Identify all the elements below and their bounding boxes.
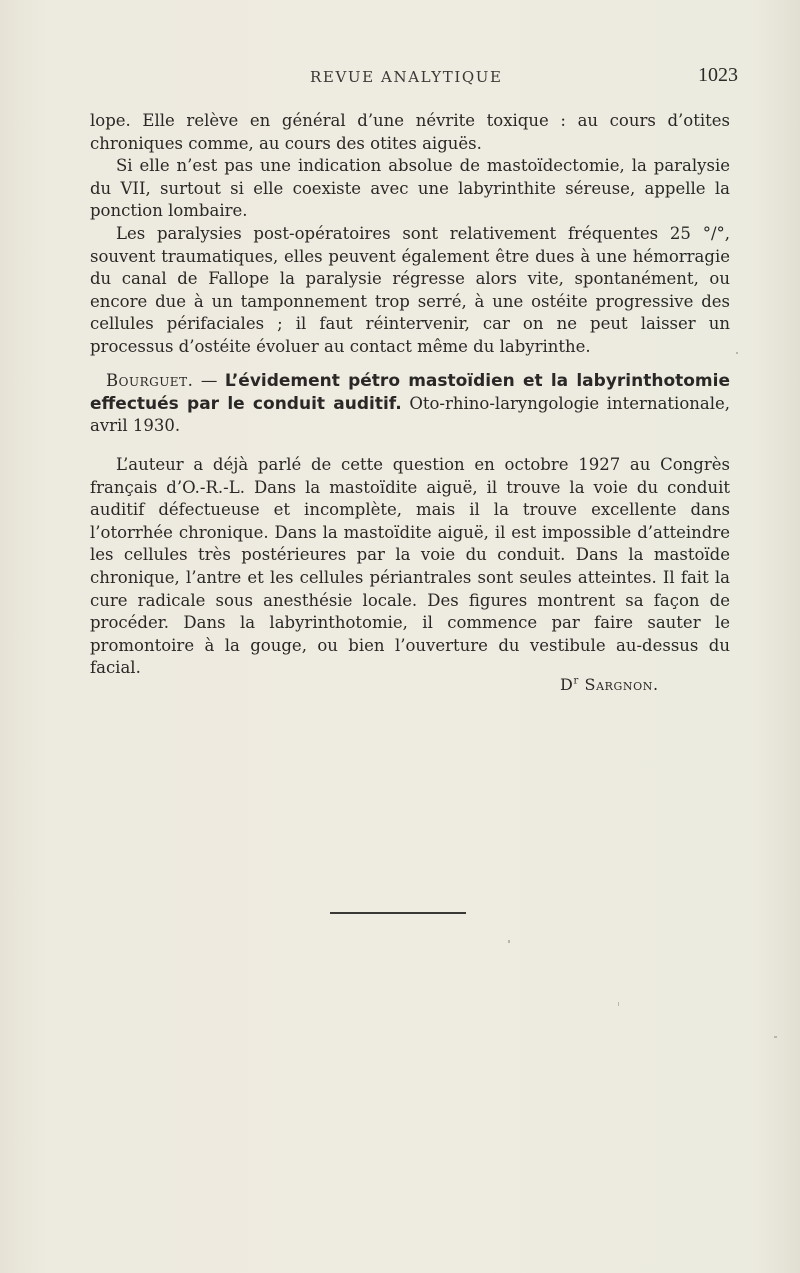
paragraph-2: Si elle n’est pas une indication absolue de mastoïdectomie, la paralysie du VII, surtout si elle coexiste avec une labyrinthite séreuse, appelle la ponction lombaire. [90, 156, 730, 221]
paper-speck [508, 940, 510, 943]
signature-superscript: r [573, 675, 579, 687]
running-title: REVUE ANALYTIQUE [310, 68, 503, 86]
signature [560, 675, 659, 694]
review-citation [90, 370, 730, 438]
paper-speck [618, 1002, 619, 1006]
page-number: 1023 [698, 64, 738, 86]
review-dash: — [193, 371, 225, 390]
paragraph-3: Les paralysies post-opératoires sont relativement fréquentes 25 °/°, souvent traumatiques, elles peuvent également être dues à une hémorragie du canal de Fallope la paralysie régresse alors vite, spontanément, ou encore due à un tamponnement trop serré, à une ostéite progressive des cellules périfaciales ; il faut réintervenir, car on ne peut laisser un processus d’ostéite évoluer au contact même du labyrinthe. [90, 223, 730, 356]
paper-speck [736, 352, 738, 354]
paper-speck [774, 1036, 777, 1038]
review-author: Bourguet. [106, 371, 194, 390]
review-source: Oto-rhino-laryngologie internationale, avril 1930. [90, 393, 730, 436]
signature-prefix: D [560, 675, 574, 694]
running-head [90, 64, 738, 92]
section-rule [330, 912, 466, 914]
review-paragraph: L’auteur a déjà parlé de cette question en octobre 1927 au Congrès français d’O.-R.-L. Dans la mastoïdite aiguë, il trouve la voie du conduit auditif défectueuse et incomplète, mais il la trouve excellente dans l’otorrhée chronique. Dans la mastoïdite aiguë, il est impossible d’atteindre les cellules très postérieures par la voie du conduit. Dans la mastoïde chronique, l’antre et les cellules périantrales sont seules atteintes. Il fait la cure radicale sous anesthésie locale. Des figures montrent sa façon de procéder. Dans la labyrinthotomie, il commence par faire sauter le promontoire à la gouge, ou bien l’ouverture du vestibule au-dessus du facial. [90, 455, 730, 678]
text-block-continuation [90, 110, 730, 359]
review-heading [90, 370, 730, 438]
paragraph-1: lope. Elle relève en général d’une névrite toxique : au cours d’otites chroniques comme, au cours des otites aiguës. [90, 111, 730, 153]
signature-name: Sargnon. [584, 675, 659, 694]
text-block-review [90, 454, 730, 680]
review-title: L’évidement pétro mastoïdien et la labyrinthotomie effectués par le conduit auditif. [90, 371, 730, 414]
